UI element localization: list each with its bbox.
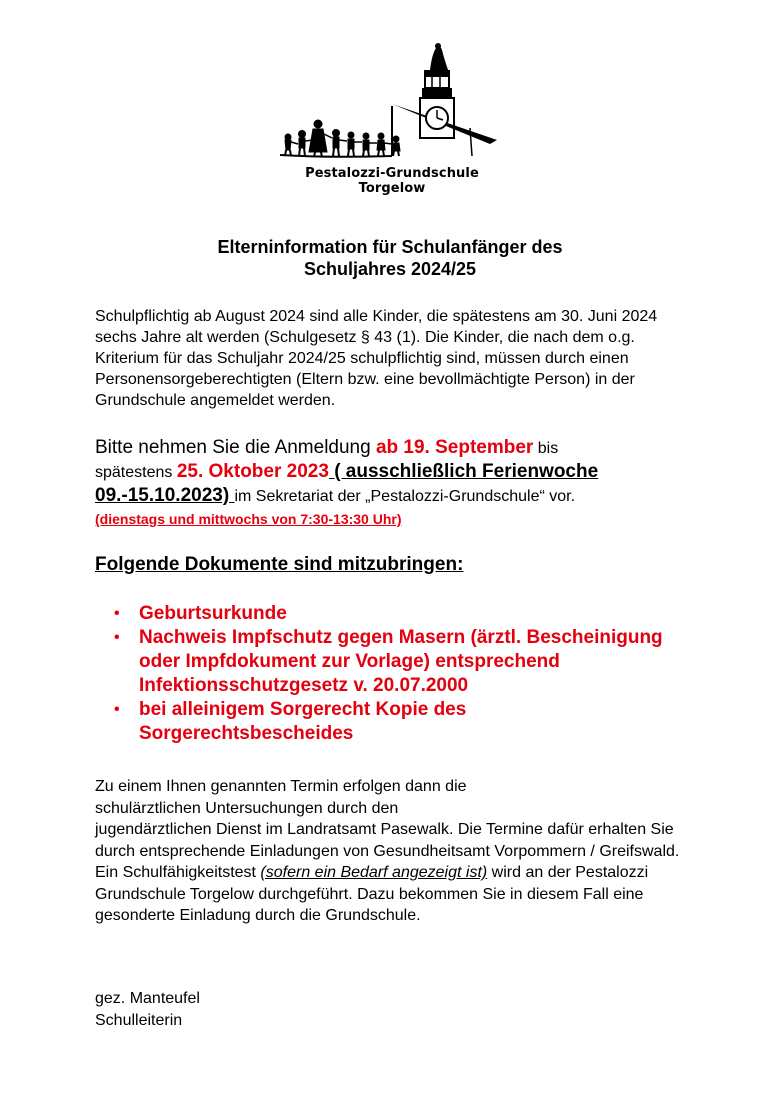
registration-text: Bitte nehmen Sie die Anmeldung xyxy=(95,437,376,458)
office-hours: (dienstags und mittwochs von 7:30-13:30 Uhr) xyxy=(95,511,402,527)
test-text: wird an der Pestalozzi Grundschule Torgelow durchgeführt. Dazu bekommen Sie in diesem Fall eine gesonderte Einladung durch die Grundschule. xyxy=(95,864,649,924)
list-item xyxy=(114,626,674,698)
bullet-icon: • xyxy=(114,701,120,718)
intro-paragraph: Schulpflichtig ab August 2024 sind alle Kinder, die spätestens am 30. Juni 2024 sechs Jahre alt werden (Schulgesetz § 43 (1). Die Kinder, die nach dem o.g. Kriterium für das Schuljahr 2024/25 schulpflichtig sind, müssen durch einen Personensorgeberechtigten (Eltern bzw. eine bevollmächtigte Person) in der Grundschule angemeldet werden. xyxy=(95,308,658,409)
signature xyxy=(95,988,200,1031)
registration-text: bis xyxy=(533,440,559,457)
title-line-1: Elterninformation für Schulanfänger des xyxy=(217,237,563,257)
bullet-icon: • xyxy=(114,629,120,646)
list-item-text: bei alleinigem Sorgerecht Kopie des Sorgerechtsbescheides xyxy=(139,699,467,744)
exam-info-line: Zu einem Ihnen genannten Termin erfolgen dann die xyxy=(95,778,467,795)
document-title xyxy=(100,236,680,280)
list-item xyxy=(114,602,674,626)
list-item xyxy=(114,698,674,746)
registration-text: spätestens xyxy=(95,464,177,481)
documents-list xyxy=(114,602,674,746)
signature-role: Schulleiterin xyxy=(95,1011,183,1029)
list-item-text: Nachweis Impfschutz gegen Masern (ärztl. Bescheinigung oder Impfdokument zur Vorlage) entsprechend Infektionsschutzgesetz v. 20.07.2000 xyxy=(139,627,663,696)
documents-heading: Folgende Dokumente sind mitzubringen: xyxy=(95,554,464,575)
signature-name: gez. Manteufel xyxy=(95,990,200,1007)
test-note: (sofern ein Bedarf angezeigt ist) xyxy=(260,864,488,881)
registration-date-to: 25. Oktober 2023 xyxy=(176,461,329,482)
school-children-tower-clock-icon xyxy=(272,40,512,165)
title-line-2: Schuljahres 2024/25 xyxy=(303,259,477,279)
exam-info-line: jugendärztlichen Dienst im Landratsamt Pasewalk. Die Termine dafür erhalten Sie durch entsprechende Einladungen von Gesundheitsamt Vorpommern / Greifswald. xyxy=(95,821,680,860)
exam-info-paragraph xyxy=(95,776,695,927)
registration-exclusion: ( ausschließlich Ferienwoche 09.-15.10.2023) xyxy=(95,461,599,506)
registration-text: im Sekretariat der „Pestalozzi-Grundschule“ vor. xyxy=(234,488,576,505)
school-logo xyxy=(272,40,512,196)
bullet-icon: • xyxy=(114,605,120,622)
list-item-text: Geburtsurkunde xyxy=(139,603,287,624)
registration-paragraph xyxy=(95,436,695,531)
exam-info-line: schulärztlichen Untersuchungen durch den xyxy=(95,799,399,817)
school-test-info xyxy=(95,862,695,927)
registration-date-from: ab 19. September xyxy=(375,437,534,458)
school-name: Pestalozzi-Grundschule Torgelow xyxy=(305,166,479,196)
test-text: Ein Schulfähigkeitstest xyxy=(95,864,261,881)
